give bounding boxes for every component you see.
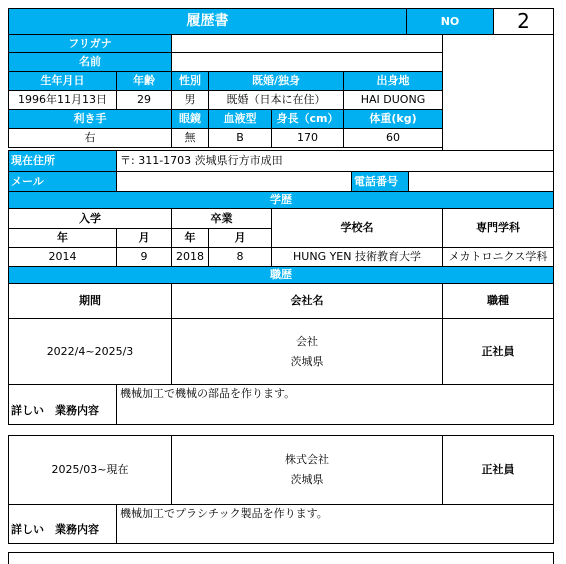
major-header: 専門学科	[442, 208, 554, 248]
age-value: 29	[116, 90, 172, 110]
email-label: メール	[8, 171, 117, 192]
career-position-2: 正社員	[442, 435, 554, 505]
entry-header: 入学	[8, 208, 172, 229]
blood-type-label: 血液型	[208, 109, 272, 129]
education-title: 学歴	[8, 191, 554, 209]
name-label: 名前	[8, 52, 172, 72]
phone-label: 電話番号	[351, 171, 409, 192]
phone-value	[408, 171, 554, 192]
height-value: 170	[271, 128, 344, 148]
career-details-2: 機械加工でプラシチック製品を作ります。	[116, 504, 554, 544]
birth-date-value: 1996年11月13日	[8, 90, 117, 110]
address-value: 〒: 311-1703 茨城県行方市成田	[116, 150, 554, 172]
glasses-value: 無	[171, 128, 209, 148]
grad-month-value: 8	[208, 247, 272, 267]
marital-label: 既婚/独身	[208, 71, 344, 91]
hometown-value: HAI DUONG	[343, 90, 443, 110]
career-period-2: 2025/03~現在	[8, 435, 172, 505]
photo-box	[442, 34, 554, 151]
career-company-1	[171, 318, 443, 385]
career-period-1: 2022/4~2025/3	[8, 318, 172, 385]
period-header: 期間	[8, 283, 172, 319]
weight-label: 体重(kg)	[343, 109, 443, 129]
career-company-1-name: 会社	[296, 334, 318, 348]
next-row-stub	[8, 552, 554, 564]
career-position-1: 正社員	[442, 318, 554, 385]
furigana-label: フリガナ	[8, 34, 172, 53]
address-label: 現在住所	[8, 150, 117, 172]
major-value: メカトロニクス学科	[442, 247, 554, 267]
grad-header: 卒業	[171, 208, 272, 229]
blood-type-value: B	[208, 128, 272, 148]
position-header: 職種	[442, 283, 554, 319]
career-title: 職歴	[8, 266, 554, 284]
career-company-1-location: 茨城県	[290, 354, 324, 368]
entry-year-value: 2014	[8, 247, 117, 267]
weight-value: 60	[343, 128, 443, 148]
hometown-label: 出身地	[343, 71, 443, 91]
school-name-header: 学校名	[271, 208, 443, 248]
entry-month-header: 月	[116, 228, 172, 248]
age-label: 年齢	[116, 71, 172, 91]
career-details-label-2: 詳しい 業務内容	[8, 504, 117, 544]
email-value	[116, 171, 352, 192]
company-header: 会社名	[171, 283, 443, 319]
grad-year-value: 2018	[171, 247, 209, 267]
marital-value: 既婚（日本に在住）	[208, 90, 344, 110]
school-name-value: HUNG YEN 技術教育大学	[271, 247, 443, 267]
no-label: NO	[406, 8, 494, 35]
glasses-label: 眼鏡	[171, 109, 209, 129]
career-details-1: 機械加工で機械の部品を作ります。	[116, 384, 554, 425]
career-company-2-location: 茨城県	[290, 473, 324, 486]
name-value	[171, 52, 443, 72]
gender-value: 男	[171, 90, 209, 110]
grad-year-header: 年	[171, 228, 209, 248]
entry-year-header: 年	[8, 228, 117, 248]
grad-month-header: 月	[208, 228, 272, 248]
resume-title: 履歴書	[8, 8, 407, 35]
height-label: 身長（cm）	[271, 109, 344, 129]
no-value: 2	[493, 8, 554, 35]
entry-month-value: 9	[116, 247, 172, 267]
furigana-value	[171, 34, 443, 53]
career-details-label-1: 詳しい 業務内容	[8, 384, 117, 425]
handedness-value: 右	[8, 128, 172, 148]
career-company-2-name: 株式会社	[285, 453, 329, 467]
career-company-2	[171, 435, 443, 505]
gender-label: 性別	[171, 71, 209, 91]
birth-date-label: 生年月日	[8, 71, 117, 91]
handedness-label: 利き手	[8, 109, 172, 129]
